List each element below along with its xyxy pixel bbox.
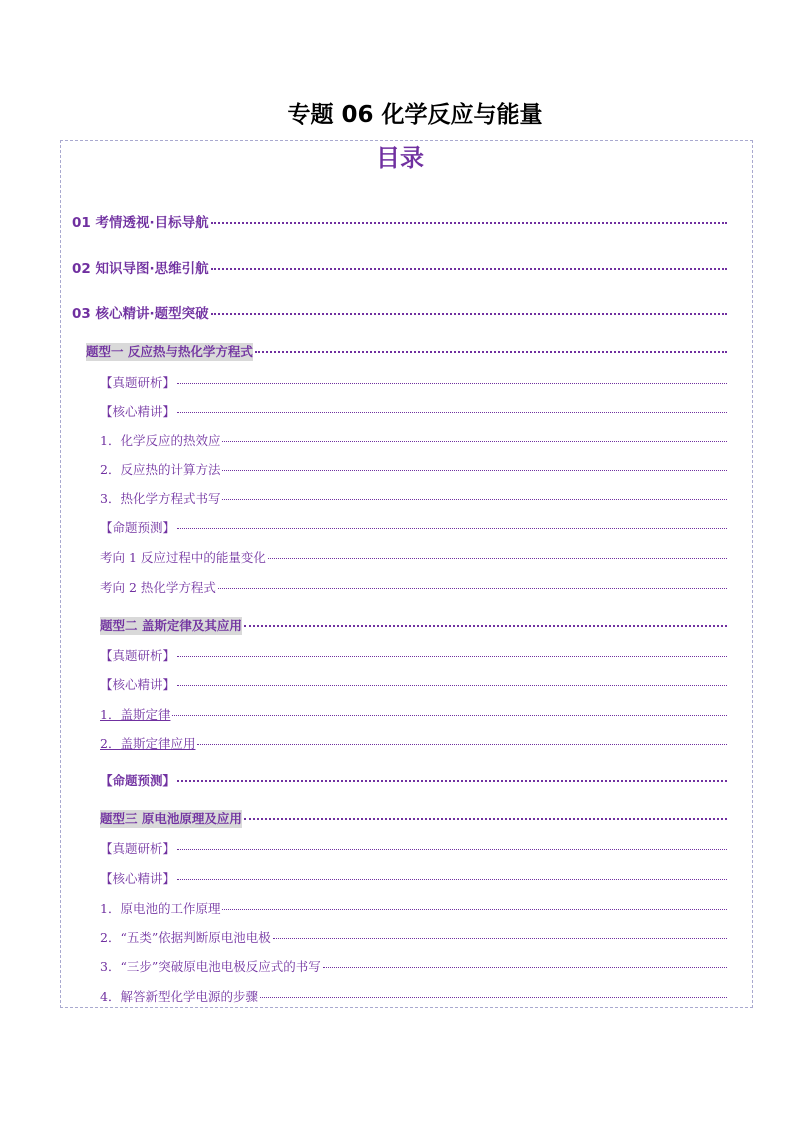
toc-heading: 目录 (376, 144, 424, 172)
dot-leader (222, 441, 727, 442)
document-title: 专题 06 化学反应与能量 (287, 102, 543, 128)
dot-leader (172, 715, 727, 716)
toc-entry[interactable]: 02 知识导图·思维引航 (72, 260, 727, 278)
dot-leader (222, 470, 727, 471)
dot-leader (177, 849, 727, 850)
dot-leader (218, 588, 727, 589)
toc-entry[interactable]: 【真题研析】 (100, 647, 727, 665)
toc-entry[interactable]: 01 考情透视·目标导航 (72, 214, 727, 232)
toc-entry[interactable]: 03 核心精讲·题型突破 (72, 305, 727, 323)
dot-leader (211, 268, 727, 270)
toc-entry[interactable]: 3．“三步”突破原电池电极反应式的书写 (100, 958, 727, 976)
toc-entry[interactable]: 题型一 反应热与热化学方程式 (86, 343, 727, 361)
dot-leader (273, 938, 727, 939)
dot-leader (260, 997, 727, 998)
toc-entry[interactable]: 1．化学反应的热效应 (100, 432, 727, 450)
toc-entry[interactable]: 【真题研析】 (100, 840, 727, 858)
toc-entry[interactable]: 2．“五类”依据判断原电池电极 (100, 929, 727, 947)
dot-leader (177, 528, 727, 529)
toc-entry[interactable]: 题型三 原电池原理及应用 (100, 810, 727, 828)
toc-entry[interactable]: 考向 2 热化学方程式 (100, 579, 727, 597)
toc-entry[interactable]: 1．原电池的工作原理 (100, 900, 727, 918)
dot-leader (177, 383, 727, 384)
toc-entry[interactable]: 1．盖斯定律 (100, 706, 727, 724)
toc-entry[interactable]: 2．反应热的计算方法 (100, 461, 727, 479)
dot-leader (211, 313, 727, 315)
dot-leader (255, 351, 727, 353)
dot-leader (323, 967, 727, 968)
dot-leader (177, 656, 727, 657)
toc-entry[interactable]: 【核心精讲】 (100, 676, 727, 694)
toc-entry[interactable]: 考向 1 反应过程中的能量变化 (100, 549, 727, 567)
toc-entry[interactable]: 【核心精讲】 (100, 870, 727, 888)
toc-entry[interactable]: 【命题预测】 (100, 772, 727, 790)
toc-entry[interactable]: 【核心精讲】 (100, 403, 727, 421)
toc-entry[interactable]: 【命题预测】 (100, 519, 727, 537)
dot-leader (177, 412, 727, 413)
toc-entry[interactable]: 【真题研析】 (100, 374, 727, 392)
toc-entry[interactable]: 2．盖斯定律应用 (100, 735, 727, 753)
dot-leader (222, 909, 727, 910)
toc-entry[interactable]: 3．热化学方程式书写 (100, 490, 727, 508)
toc-entry[interactable]: 题型二 盖斯定律及其应用 (100, 617, 727, 635)
dot-leader (211, 222, 727, 224)
dot-leader (177, 879, 727, 880)
dot-leader (268, 558, 727, 559)
dot-leader (244, 625, 727, 627)
toc-entry[interactable]: 4．解答新型化学电源的步骤 (100, 988, 727, 1006)
dot-leader (222, 499, 727, 500)
dot-leader (197, 744, 727, 745)
dot-leader (244, 818, 727, 820)
dot-leader (177, 685, 727, 686)
dot-leader (177, 780, 727, 782)
